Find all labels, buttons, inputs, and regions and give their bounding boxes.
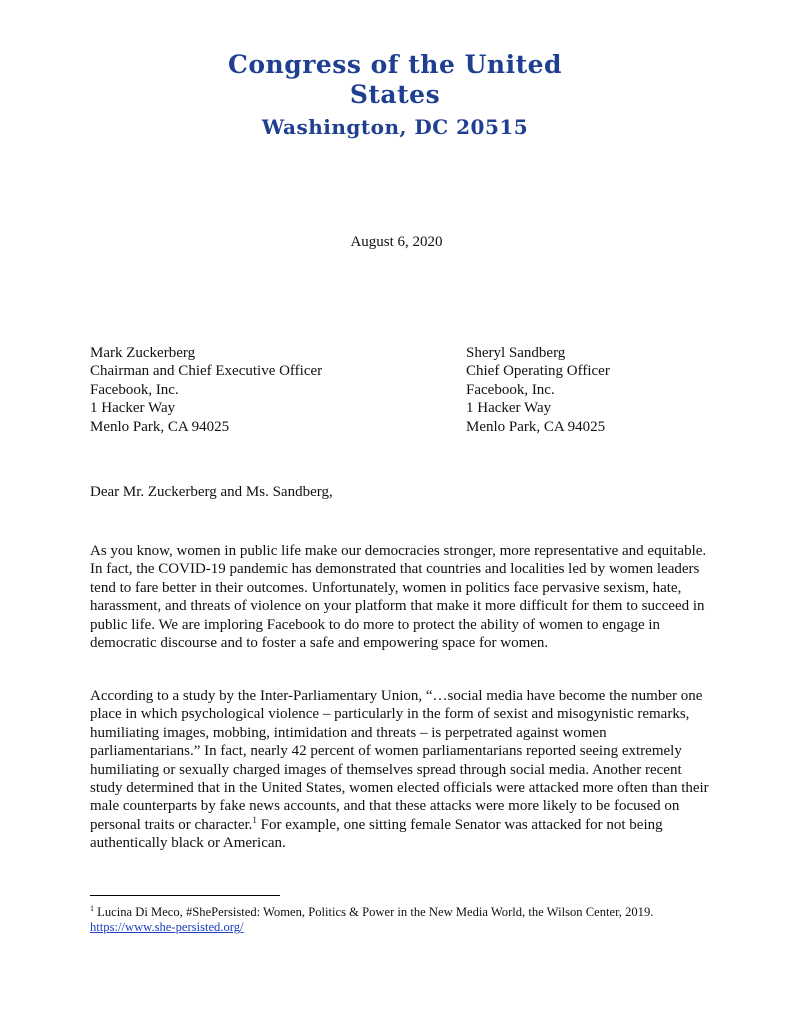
- body-paragraph-1: As you know, women in public life make our democracies stronger, more representative and equitable. In fact, the COVID-19 pandemic has demonstrated that countries and localities led by women leaders tend to fare better in their outcomes. Unfortunately, women in politics face pervasive sexism, hate, harassment, and threats of violence on your platform that make it more difficult for them to succeed in public life. We are imploring Facebook to do more to protect the ability of women to engage in democratic discourse and to foster a safe and empowering space for women.: [90, 543, 707, 652]
- letter-date: August 6, 2020: [350, 234, 443, 250]
- recipient-title: Chief Operating Officer: [466, 363, 610, 380]
- recipient-street: 1 Hacker Way: [90, 400, 176, 417]
- letterhead-title: Congress of the United States: [227, 50, 563, 109]
- recipient-address-zuckerberg: [90, 344, 322, 436]
- recipient-company: Facebook, Inc.: [90, 381, 179, 398]
- footnote-number: 1: [90, 903, 94, 913]
- footnote-divider: [90, 895, 280, 896]
- recipient-company: Facebook, Inc.: [466, 381, 555, 398]
- recipient-name: Sheryl Sandberg: [466, 345, 566, 361]
- paragraph-text: For example, one sitting female Senator was attacked for not being authentically black or American.: [90, 816, 663, 852]
- footnote-citation: Lucina Di Meco, #ShePersisted: Women, Politics & Power in the New Media World, the Wilson Center, 2019.: [94, 905, 654, 919]
- footnote: [90, 905, 720, 935]
- salutation: Dear Mr. Zuckerberg and Ms. Sandberg,: [90, 484, 333, 500]
- recipient-city: Menlo Park, CA 94025: [90, 418, 230, 435]
- paragraph-text: According to a study by the Inter-Parliamentary Union, “…social media have become the number one place in which psychological violence – particularly in the form of sexist and misogynistic remarks, humiliating images, mobbing, intimidation and threats – is perpetrated against women parliamentarians.” In fact, nearly 42 percent of women parliamentarians reported seeing extremely humiliating or sexually charged images of themselves spread through social media. Another recent study determined that in the United States, women elected officials were attacked more often than their male counterparts by fake news accounts, and that these attacks were more likely to be focused on personal traits or character.: [90, 688, 709, 833]
- footnote-link[interactable]: https://www.she-persisted.org/: [90, 920, 244, 935]
- recipient-name: Mark Zuckerberg: [90, 345, 196, 361]
- body-paragraph-2: [90, 687, 715, 853]
- recipient-address-sandberg: [466, 344, 610, 436]
- footnote-reference: 1: [252, 814, 257, 825]
- letterhead: [180, 50, 610, 140]
- letterhead-subtitle: Washington, DC 20515: [261, 115, 529, 139]
- recipient-city: Menlo Park, CA 94025: [466, 418, 606, 435]
- recipient-street: 1 Hacker Way: [466, 400, 552, 417]
- footnote-text: [90, 905, 720, 920]
- recipient-title: Chairman and Chief Executive Officer: [90, 363, 323, 380]
